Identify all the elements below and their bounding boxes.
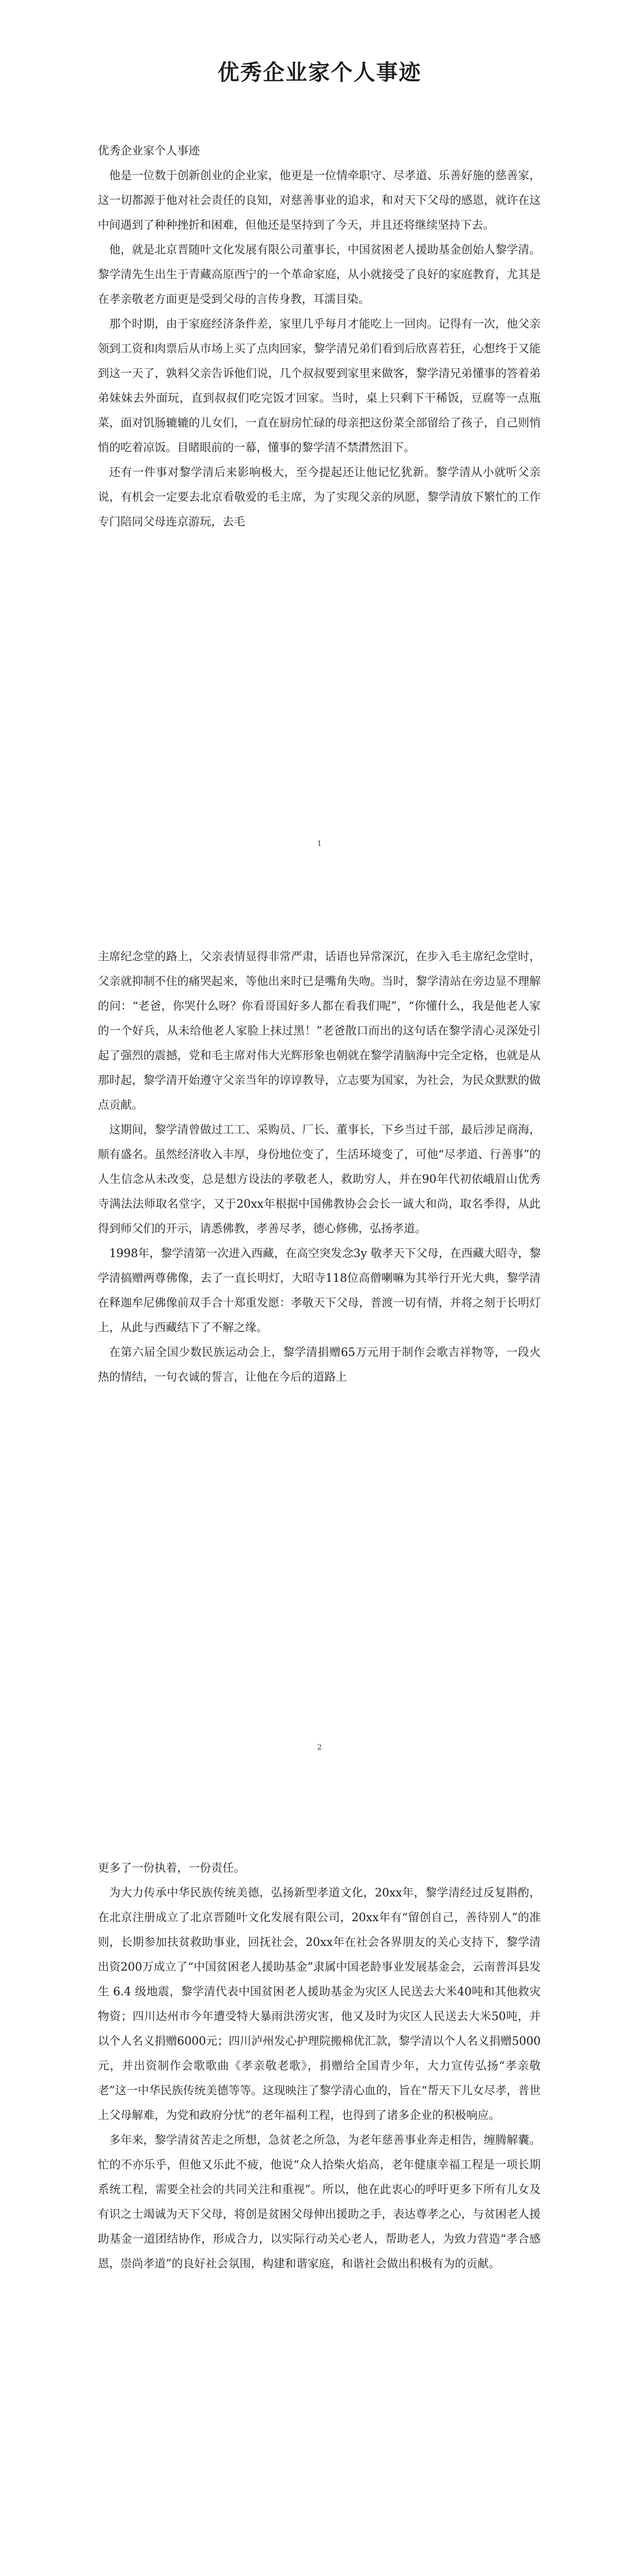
page-2 (0, 904, 639, 1807)
page-1-content (98, 139, 541, 535)
page-number: 1 (317, 840, 322, 848)
paragraph: 这期间，黎学清曾做过工工、采购员、厂长、董事长，下乡当过千部，最后涉足商海，顺有盛名。虽然经济收入丰厚，身份地位变了，生活环境变了，可他“尽孝道、行善事”的人生信念从未改变，总是想方设法的孝敬老人，救助穷人，并在90年代初依峨眉山优秀寺满法法师取名堂字，又于20xx年根据中国佛教协会会长一诚大和尚，取名季得，从此得到师父们的开示，请悉佛教，孝善尽孝，德心修佛，弘扬孝道。 (98, 1124, 541, 1235)
paragraph: 还有一件事对黎学清后来影响极大，至今提起还让他记忆犹新。黎学清从小就听父亲说，有机会一定要去北京看敬爱的毛主席，为了实现父亲的夙愿，黎学清放下繁忙的工作专门陪同父母连京游玩，去毛 (98, 466, 541, 529)
page-3 (0, 1807, 639, 2576)
paragraph: 更多了一份执着，一份责任。 (98, 1862, 246, 1875)
paragraph: 那个时期，由于家庭经济条件差，家里几乎每月才能吃上一回肉。记得有一次，他父亲领到工资和肉票后从市场上买了点肉回家，黎学清兄弟们看到后欣喜若狂，心想终于又能到这一天了，孰料父亲告诉他们说，几个叔叔要到家里来做客，黎学清兄弟懂事的答着弟弟妹妹去外面玩，直到叔叔们吃完饭才回家。当时，桌上只剩下干稀饭，豆腐等一点瓶菜，面对饥肠辘辘的儿女们，一直在厨房忙碌的母亲把这份菜全部留给了孩子，自己则悄悄的吃着凉饭。目睹眼前的一幕，懂事的黎学清不禁潸然泪下。 (98, 318, 541, 454)
page-1 (0, 0, 639, 904)
paragraph: 为大力传承中华民族传统美德，弘扬新型孝道文化，20xx年，黎学清经过反复斟酌，在北京注册成立了北京晋随叶文化发展有限公司，20xx年有“留创自己，善待别人”的准则，长期参加扶贫救助事业，回抚社会，20xx年在社会各界朋友的关心支持下，黎学清出资200万成立了“中国贫困老人援助基金”隶属中国老龄事业发展基金会，云南普洱县发生 6.4 级地震，黎学清代表中国贫困老人援助基金为灾区人民送去大米40吨和其他救灾物资；四川达州市今年遭受特大暴雨洪涝灾害，他又及时为灾区人民送去大米50吨，并以个人名义捐赠6000元；四川泸州发心护理院搬棉优汇款，黎学清以个人名义捐赠5000元，并出资制作会歌歌曲《孝亲敬老歌》，捐赠给全国青少年，大力宣传弘扬“孝亲敬老”这一中华民族传统美德等等。这现映注了黎学清心血的，旨在“帮天下儿女尽孝，普世上父母解难，为党和政府分忧”的老年福利工程，也得到了诸多企业的积极响应。 (98, 1887, 541, 2122)
paragraph: 多年来，黎学清贫苦走之所想，急贫老之所急，为老年慈善事业奔走相告，缠腾解囊。忙的不亦乐乎，但他又乐此不疲，他说“众人拾柴火焰高，老年健康幸福工程是一项长期系统工程，需要全社会的共同关注和重视”。所以，他在此衷心的呼吁更多下所有儿女及有识之士竭诚为天下父母，将创是贫困父母伸出援助之手，表达尊孝之心，与贫困老人援助基金一道团结协作，形成合力，以实际行动关心老人，帮助老人，为致力营造“孝合感恩，崇尚孝道”的良好社会氛围，构建和谐家庭，和谐社会做出积极有为的贡献。 (98, 2134, 541, 2270)
page-2-content (98, 945, 541, 1390)
paragraph: 1998年，黎学清第一次进入西藏，在高空突发念3y 敬孝天下父母，在西藏大昭寺，黎学清搞赠两尊佛像，去了一直长明灯，大昭寺118位高僧喇嘛为其举行开光大典，黎学清在释迦牟尼佛像前双手合十郑重发愿：孝敬天下父母，普渡一切有情，并将之刻于长明灯上，从此与西藏结下了不解之缘。 (98, 1247, 541, 1334)
paragraph: 他是一位数于创新创业的企业家，他更是一位情牵职守、尽孝道、乐善好施的慈善家，这一切都源于他对社会责任的良知，对慈善事业的追求，和对天下父母的感恩，就许在这中间遇到了种种挫折和困难，但他还是坚持到了今天，并且还将继续坚持下去。 (98, 170, 541, 232)
page-number: 2 (317, 1743, 322, 1752)
paragraph: 他，就是北京晋随叶文化发展有限公司董事长，中国贫困老人援助基金创始人黎学清。黎学清先生出生于青藏高原西宁的一个革命家庭，从小就接受了良好的家庭教育，尤其是在孝亲敬老方面更是受到父母的言传身教，耳濡目染。 (98, 244, 541, 306)
document-title: 优秀企业家个人事迹 (217, 60, 422, 85)
paragraph: 主席纪念堂的路上，父亲表情显得非常严肃，话语也异常深沉，在步入毛主席纪念堂时，父亲就抑制不住的痛哭起来，等他出来时已是嘴角失吻。当时，黎学清站在旁边显不理解的问：“老爸，你哭什么呀？你看哥国好多人都在看我们呢”，“你懂什么，我是他老人家的一个好兵，从未给他老人家脸上抹过黑！”老爸散口而出的这句话在黎学清心灵深处引起了强烈的震撼，党和毛主席对伟大光辉形象也朝就在黎学清脑海中完全定格，也就是从那时起，黎学清开始遵守父亲当年的谆谆教导，立志要为国家，为社会，为民众默默的做点贡献。 (98, 951, 541, 1112)
paragraph: 优秀企业家个人事迹 (98, 145, 200, 158)
page-3-content (98, 1856, 541, 2277)
paragraph: 在第六届全国少数民族运动会上，黎学清捐赠65万元用于制作会歌吉祥物等，一段火热的情结，一句衣诚的誓言，让他在今后的道路上 (98, 1346, 541, 1384)
